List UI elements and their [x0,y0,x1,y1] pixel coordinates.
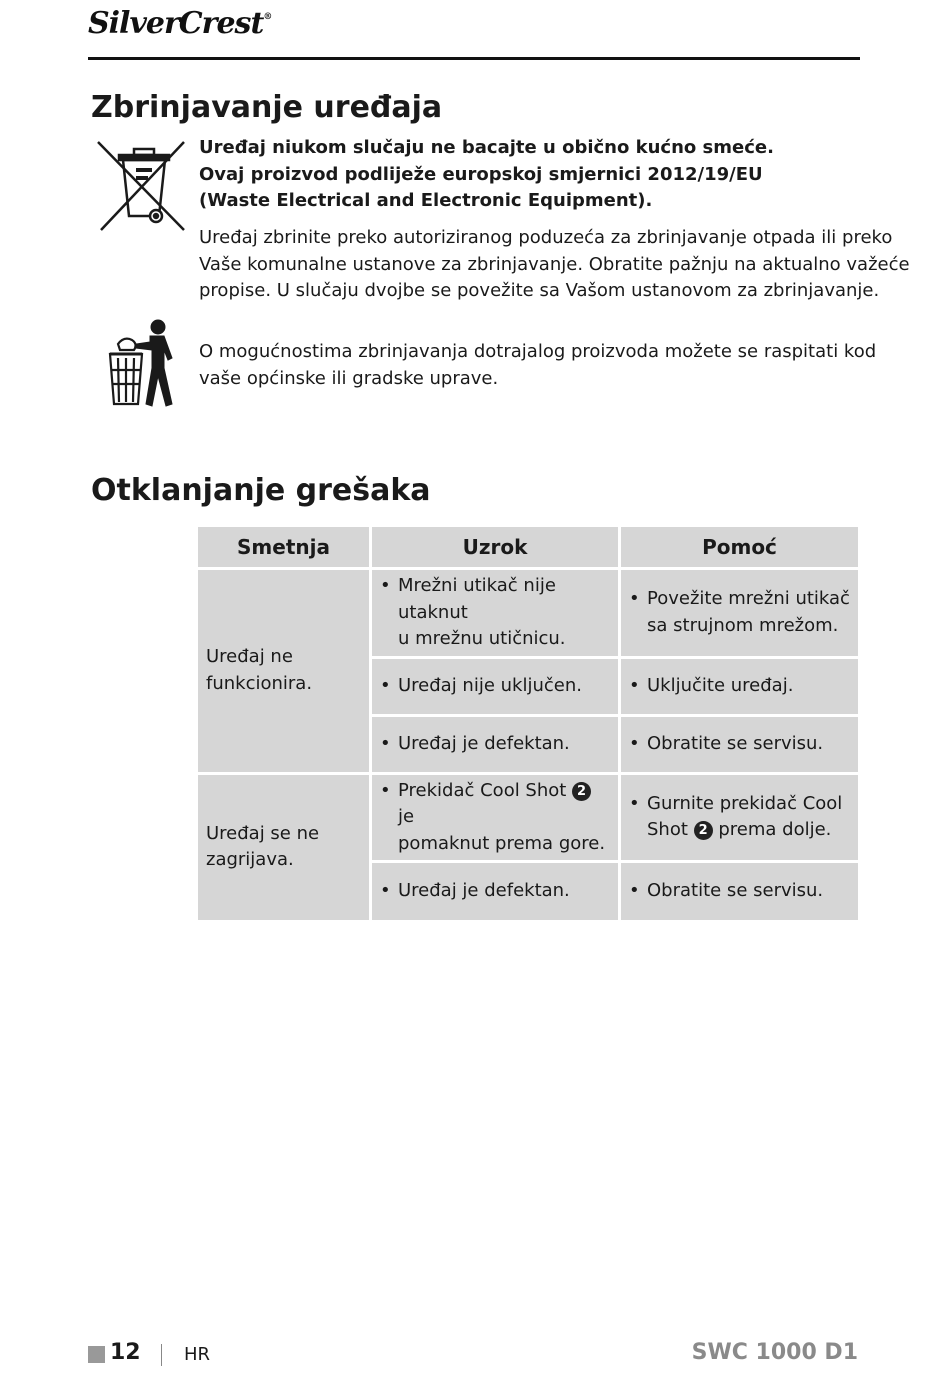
column-header-cause: Uzrok [371,526,620,569]
model-number: SWC 1000 D1 [691,1340,858,1365]
cause-cell: • Prekidač Cool Shot 2 je pomaknut prema gore. [371,773,620,862]
fault-cell: Uređaj ne funkcionira. [197,569,371,774]
cause-cell: • Uređaj je defektan. [371,862,620,922]
disposal-instructions: Uređaj zbrinite preko autoriziranog poduzeća za zbrinjavanje otpada ili preko Vaše komunalne ustanove za zbrinjavanje. Obratite pažnju na aktualno važeće propise. U slučaju dvojbe se povežite sa Vašom ustanovom za zbrinjavanje. [199,227,910,301]
remedy-cell: • Povežite mrežni utikač sa strujnom mrežom. [620,569,860,658]
column-header-fault: Smetnja [197,526,371,569]
remedy-cell: • Gurnite prekidač Cool Shot 2 prema dolje. [620,773,860,862]
brand-logo: SilverCrest® [88,6,272,41]
footer-divider [161,1344,162,1366]
page-number: 12 [110,1340,141,1365]
disposal-warning: Uređaj niukom slučaju ne bacajte u obično kućno smeće. Ovaj proizvod podliježe europskoj smjernici 2012/19/EU (Waste Electrical and Electronic Equipment). [199,137,774,211]
table-row [197,773,860,862]
table-row [197,569,860,658]
column-header-remedy: Pomoć [620,526,860,569]
cause-cell: • Uređaj je defektan. [371,715,620,773]
person-bin-icon [106,318,178,408]
fault-cell: Uređaj se ne zagrijava. [197,773,371,922]
municipality-info: O mogućnostima zbrinjavanja dotrajalog proizvoda možete se raspitati kod vaše općinske ili gradske uprave. [199,341,877,389]
troubleshooting-heading: Otklanjanje grešaka [91,473,431,508]
cause-cell: • Uređaj nije uključen. [371,657,620,715]
part-number-badge: 2 [572,782,591,801]
cause-cell: • Mrežni utikač nije utaknut u mrežnu utičnicu. [371,569,620,658]
header-rule [88,57,860,60]
remedy-cell: • Obratite se servisu. [620,862,860,922]
remedy-cell: • Obratite se servisu. [620,715,860,773]
table-header-row [197,526,860,569]
disposal-heading: Zbrinjavanje uređaja [91,90,443,125]
troubleshooting-table [195,524,861,923]
crossed-bin-icon [96,138,188,234]
language-code: HR [184,1344,211,1365]
footer-marker [88,1346,105,1363]
part-number-badge: 2 [694,821,713,840]
remedy-cell: • Uključite uređaj. [620,657,860,715]
